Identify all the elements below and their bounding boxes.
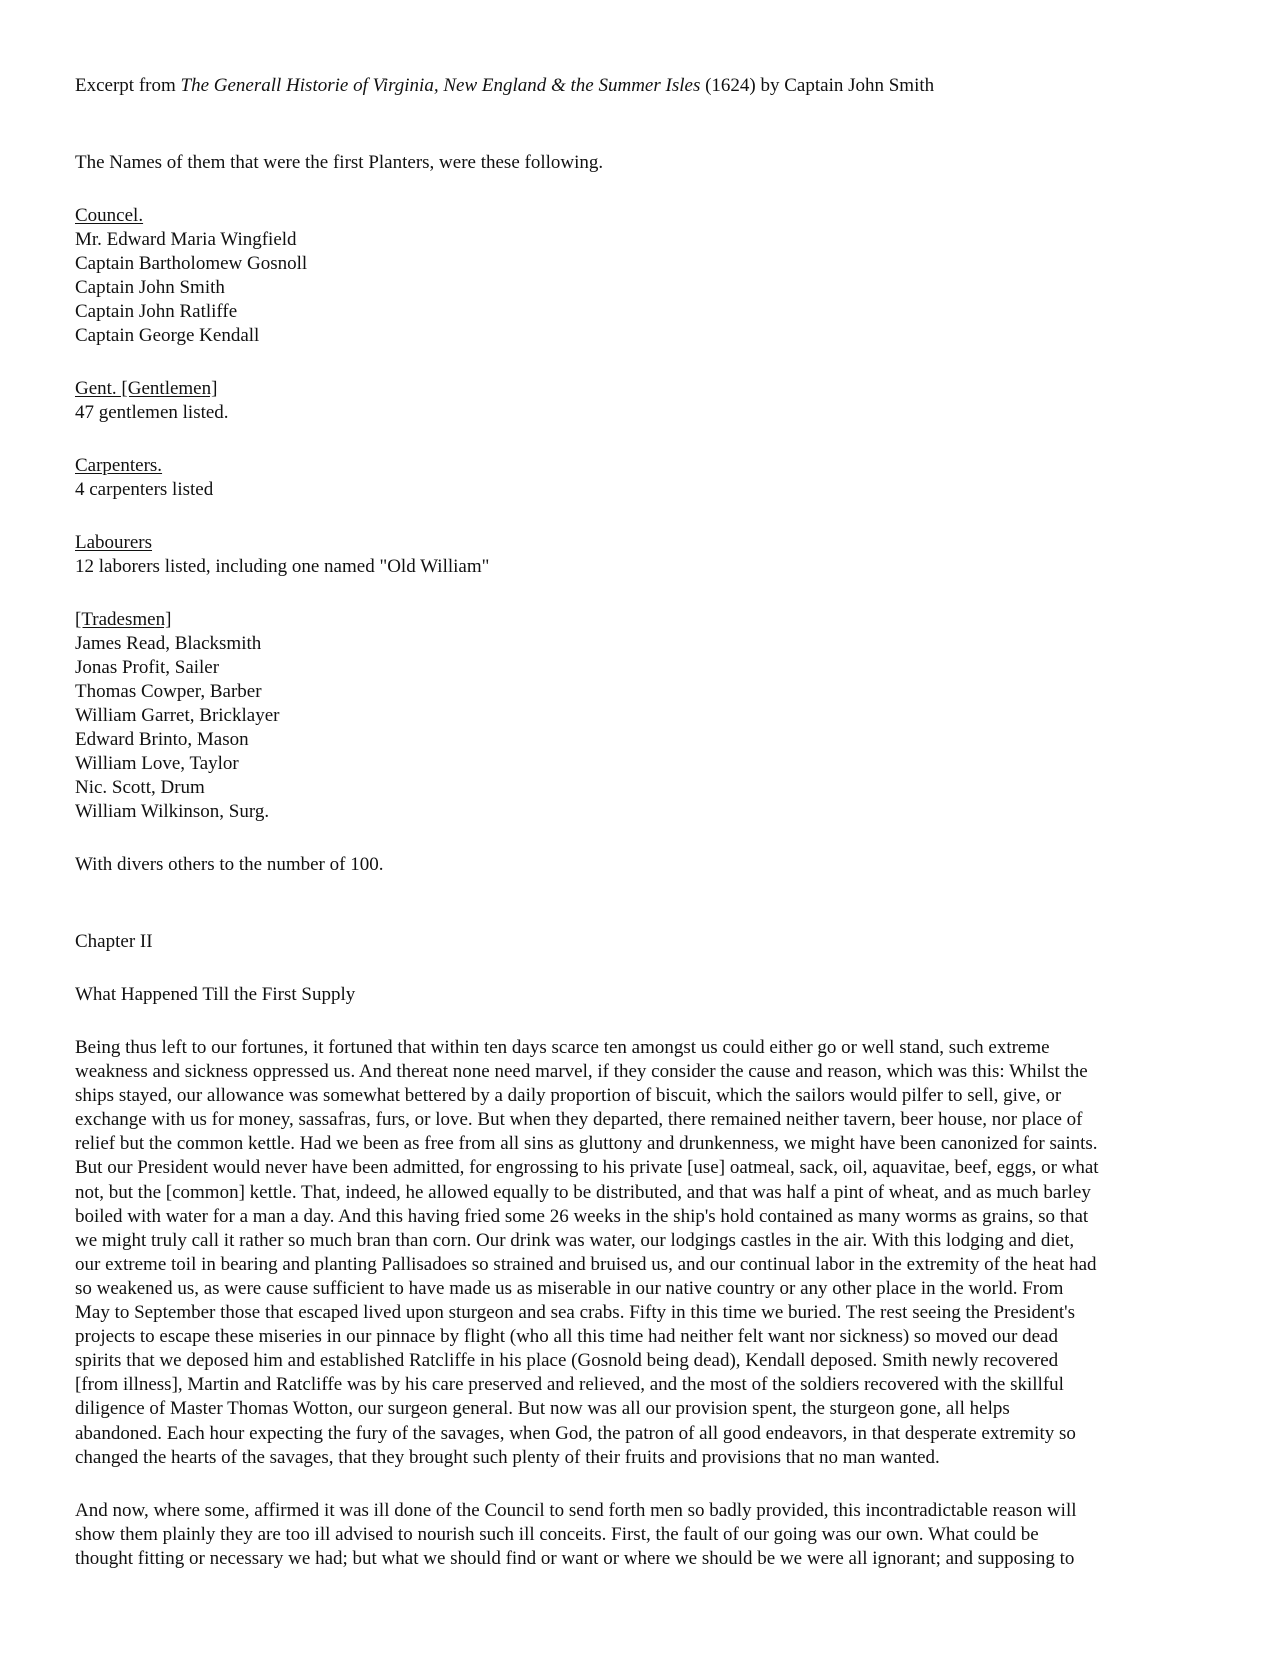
paragraph-line: diligence of Master Thomas Wotton, our surgeon general. But now was all our provision spent, the sturgeon gone, all helps [75, 1398, 1010, 1420]
section-heading: Carpenters. [75, 455, 163, 476]
list-item: James Read, Blacksmith [75, 633, 262, 654]
list-item: Jonas Profit, Sailer [75, 657, 220, 678]
paragraph [75, 1499, 1210, 1571]
paragraph-line: But our President would never have been admitted, for engrossing to his private [use] oatmeal, sack, oil, aquavitae, beef, eggs, or what [75, 1157, 1099, 1179]
list-item: 4 carpenters listed [75, 479, 214, 500]
list-item: Captain John Ratliffe [75, 301, 238, 322]
list-item: William Love, Taylor [75, 753, 239, 774]
section-gentlemen [75, 377, 1210, 425]
list-item: 47 gentlemen listed. [75, 402, 229, 423]
section-heading: Labourers [75, 532, 153, 553]
intro-line: The Names of them that were the first Planters, were these following. [75, 152, 604, 173]
paragraph-line: [from illness], Martin and Ratcliffe was by his care preserved and relieved, and the most of the soldiers recovered with the skillful [75, 1374, 1064, 1396]
document-header [75, 74, 1210, 98]
list-item: 12 laborers listed, including one named "Old William" [75, 556, 490, 577]
closing-note: With divers others to the number of 100. [75, 854, 384, 875]
header-suffix: (1624) by Captain John Smith [700, 75, 935, 96]
section-heading: [Tradesmen] [75, 609, 172, 630]
header-prefix: Excerpt from [75, 75, 181, 96]
list-item: Edward Brinto, Mason [75, 729, 249, 750]
document-page [75, 74, 1210, 1571]
chapter-title: What Happened Till the First Supply [75, 984, 356, 1005]
paragraph [75, 1036, 1210, 1470]
section-labourers [75, 531, 1210, 579]
paragraph-line: changed the hearts of the savages, that they brought such plenty of their fruits and provisions that no man wanted. [75, 1446, 940, 1468]
list-item: William Wilkinson, Surg. [75, 801, 270, 822]
paragraph-line: abandoned. Each hour expecting the fury of the savages, when God, the patron of all good endeavors, in that desperate extremity so [75, 1422, 1076, 1444]
paragraph-line: exchange with us for money, sassafras, furs, or love. But when they departed, there remained neither tavern, beer house, nor place of [75, 1109, 1083, 1131]
paragraph-line: so weakened us, as were cause sufficient to have made us as miserable in our native country or any other place in the world. From [75, 1277, 1064, 1299]
paragraph-line: thought fitting or necessary we had; but what we should find or want or where we should be we were all ignorant; and supposing to [75, 1547, 1075, 1569]
paragraph-line: not, but the [common] kettle. That, indeed, he allowed equally to be distributed, and that was half a pint of wheat, and as much barley [75, 1181, 1091, 1203]
paragraph-line: relief but the common kettle. Had we been as free from all sins as gluttony and drunkenness, we might have been canonized for saints. [75, 1133, 1098, 1155]
paragraph-line: projects to escape these miseries in our pinnace by flight (who all this time had neither felt want nor sickness) so moved our dead [75, 1326, 1058, 1348]
paragraph-line: we might truly call it rather so much bran than corn. Our drink was water, our lodgings castles in the air. With this lodging and diet, [75, 1229, 1075, 1251]
section-heading: Gent. [Gentlemen] [75, 378, 218, 399]
list-item: Thomas Cowper, Barber [75, 681, 262, 702]
paragraph-line: spirits that we deposed him and established Ratcliffe in his place (Gosnold being dead), Kendall deposed. Smith newly recovered [75, 1350, 1059, 1372]
list-item: Captain Bartholomew Gosnoll [75, 253, 308, 274]
section-carpenters [75, 454, 1210, 502]
section-councel [75, 204, 1210, 348]
paragraph-line: May to September those that escaped lived upon sturgeon and sea crabs. Fifty in this time we buried. The rest seeing the President's [75, 1302, 1075, 1324]
paragraph-line: And now, where some, affirmed it was ill done of the Council to send forth men so badly provided, this incontradictable reason will [75, 1499, 1077, 1521]
list-item: Captain John Smith [75, 277, 225, 298]
paragraph-line: our extreme toil in bearing and planting Pallisadoes so strained and bruised us, and our continual labor in the extremity of the heat had [75, 1253, 1097, 1275]
list-item: Nic. Scott, Drum [75, 777, 205, 798]
paragraph-line: Being thus left to our fortunes, it fortuned that within ten days scarce ten amongst us could either go or well stand, such extreme [75, 1037, 1050, 1058]
list-item: Captain George Kendall [75, 325, 260, 346]
section-heading: Councel. [75, 205, 144, 226]
book-title: The Generall Historie of Virginia, New England & the Summer Isles [180, 75, 701, 96]
list-item: Mr. Edward Maria Wingfield [75, 229, 297, 250]
list-item: William Garret, Bricklayer [75, 705, 280, 726]
paragraph-line: boiled with water for a man a day. And this having fried some 26 weeks in the ship's hold contained as many worms as grains, so that [75, 1205, 1089, 1227]
section-tradesmen [75, 608, 1210, 824]
paragraph-line: weakness and sickness oppressed us. And thereat none need marvel, if they consider the cause and reason, which was this: Whilst the [75, 1061, 1088, 1083]
chapter-label: Chapter II [75, 931, 153, 952]
paragraph-line: show them plainly they are too ill advised to nourish such ill conceits. First, the fault of our going was our own. What could be [75, 1523, 1039, 1545]
paragraph-line: ships stayed, our allowance was somewhat bettered by a daily proportion of biscuit, which the sailors would pilfer to sell, give, or [75, 1085, 1062, 1107]
